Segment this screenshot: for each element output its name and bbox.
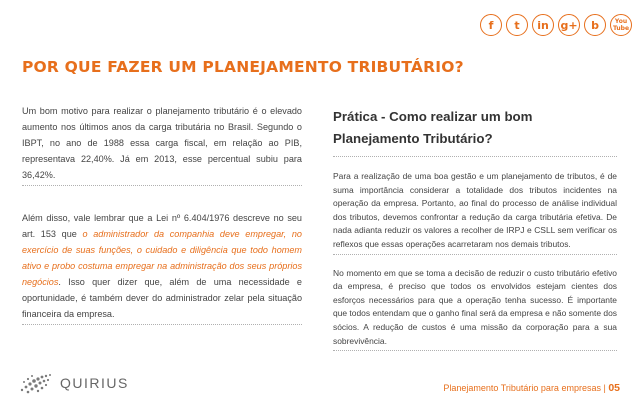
paragraph-lei	[22, 210, 302, 325]
page-number: 05	[608, 382, 620, 394]
left-column	[22, 103, 302, 325]
social-icons	[480, 14, 632, 36]
paragraph-lei-start: Além disso, vale lembrar que a Lei nº 6.404/1976 descreve no seu art. 153 que	[22, 213, 302, 239]
linkedin-icon[interactable]: in	[532, 14, 554, 36]
paragraph-ibpt: Um bom motivo para realizar o planejamento tributário é o elevado aumento nos últimos anos da carga tributária no Brasil. Segundo o IBPT, no ano de 1988 essa carga fiscal, em relação ao PIB, representava 22,40%. Já em 2013, esse percentual subiu para 36,42%.	[22, 103, 302, 186]
law-quote: o administrador da companhia deve empregar, no exercício de suas funções, o cuidado e diligência que todo homem ativo e probo costuma empregar na administração dos seus próprios negócios	[22, 229, 302, 287]
section-subtitle: Prática - Como realizar um bom Planejamento Tributário?	[333, 106, 617, 157]
twitter-icon[interactable]: t	[506, 14, 528, 36]
footer-text: Planejamento Tributário para empresas |	[443, 383, 609, 393]
youtube-icon[interactable]: You Tube	[610, 14, 632, 36]
paragraph-gestao: Para a realização de uma boa gestão e um planejamento de tributos, é de suma importância considerar a totalidade dos tributos incidentes na operação da empresa. Portanto, ao final do processo de análise individual dos tributos, devemos confrontar a redução da carga tributária efetiva. De nada adianta reduzir os valores a recolher de IRPJ e CSLL sem verificar os reflexos que essas operações acarretaram nos demais tributos.	[333, 170, 617, 255]
logo-text: QUIRIUS	[60, 375, 129, 391]
quirius-logo	[18, 371, 129, 395]
blogger-icon[interactable]: b	[584, 14, 606, 36]
facebook-icon[interactable]: f	[480, 14, 502, 36]
right-column	[333, 106, 617, 351]
logo-mark-icon	[18, 371, 54, 395]
page-footer	[443, 382, 620, 394]
paragraph-decisao: No momento em que se toma a decisão de reduzir o custo tributário efetivo da empresa, é preciso que todos os envolvidos estejam cientes dos esforços necessários para que a operação tenha sucesso. É importante que todos entendam que o ganho final será da empresa e não somente dos sócios. A redução de custos é uma missão da corporação para a sua sobrevivência.	[333, 267, 617, 352]
paragraph-lei-end: . Isso quer dizer que, além de uma necessidade e oportunidade, é também dever do administrador zelar pela situação financeira da empresa.	[22, 277, 302, 319]
google-plus-icon[interactable]: g+	[558, 14, 580, 36]
page-title: POR QUE FAZER UM PLANEJAMENTO TRIBUTÁRIO?	[22, 58, 464, 76]
